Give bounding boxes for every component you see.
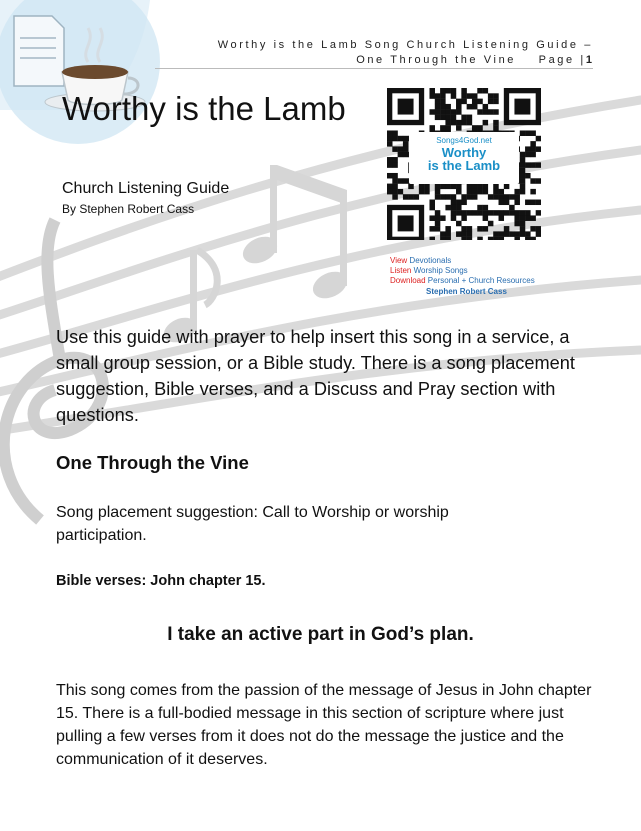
- section-heading: One Through the Vine: [56, 452, 249, 473]
- promo-listen-word: Listen: [390, 266, 412, 275]
- bible-verses-text: Bible verses: John chapter 15.: [56, 573, 266, 589]
- promo-view-word: View: [390, 256, 408, 265]
- author-byline: By Stephen Robert Cass: [62, 202, 195, 216]
- qr-finder-pattern: [387, 88, 424, 125]
- promo-listen-rest: Worship Songs: [411, 266, 468, 275]
- song-placement-text: Song placement suggestion: Call to Worship or worship participation.: [56, 504, 449, 544]
- promo-download-word: Download: [390, 276, 426, 285]
- qr-finder-pattern: [387, 205, 424, 240]
- qr-site-text: Songs4God.net: [436, 136, 492, 145]
- document-subtitle: Church Listening Guide: [62, 180, 230, 197]
- page-header: [163, 38, 593, 68]
- header-title-line2: One Through the Vine: [356, 54, 517, 66]
- qr-center-label: [409, 132, 519, 184]
- intro-paragraph: Use this guide with prayer to help insert this song in a service, a small group session, or a Bible study. There is a song placement suggestion, Bible verses, and a Discuss and Pray section with questions.: [56, 327, 575, 425]
- promo-view-rest: Devotionals: [407, 256, 452, 265]
- theme-statement: I take an active part in God’s plan.: [167, 624, 474, 645]
- body-paragraph: This song comes from the passion of the message of Jesus in John chapter 15. There is a full-bodied message in this section of scripture where just pulling a few verses from it does not do the message the justice and the communication of it deserves.: [56, 682, 592, 768]
- page-number: 1: [585, 54, 593, 66]
- qr-title-line1: Worthy: [441, 145, 487, 160]
- document-title: Worthy is the Lamb: [62, 90, 346, 127]
- qr-title-line2: is the Lamb: [427, 158, 501, 173]
- promo-download-rest: Personal + Church Resources: [425, 276, 535, 285]
- promo-signature: Stephen Robert Cass: [426, 287, 507, 296]
- header-title-line1: Worthy is the Lamb Song Church Listening Guide –: [217, 39, 593, 51]
- page-label: Page |: [538, 54, 586, 66]
- qr-finder-pattern: [504, 88, 541, 125]
- promo-block: [390, 256, 535, 297]
- qr-code[interactable]: [387, 88, 541, 240]
- header-divider: [155, 68, 593, 69]
